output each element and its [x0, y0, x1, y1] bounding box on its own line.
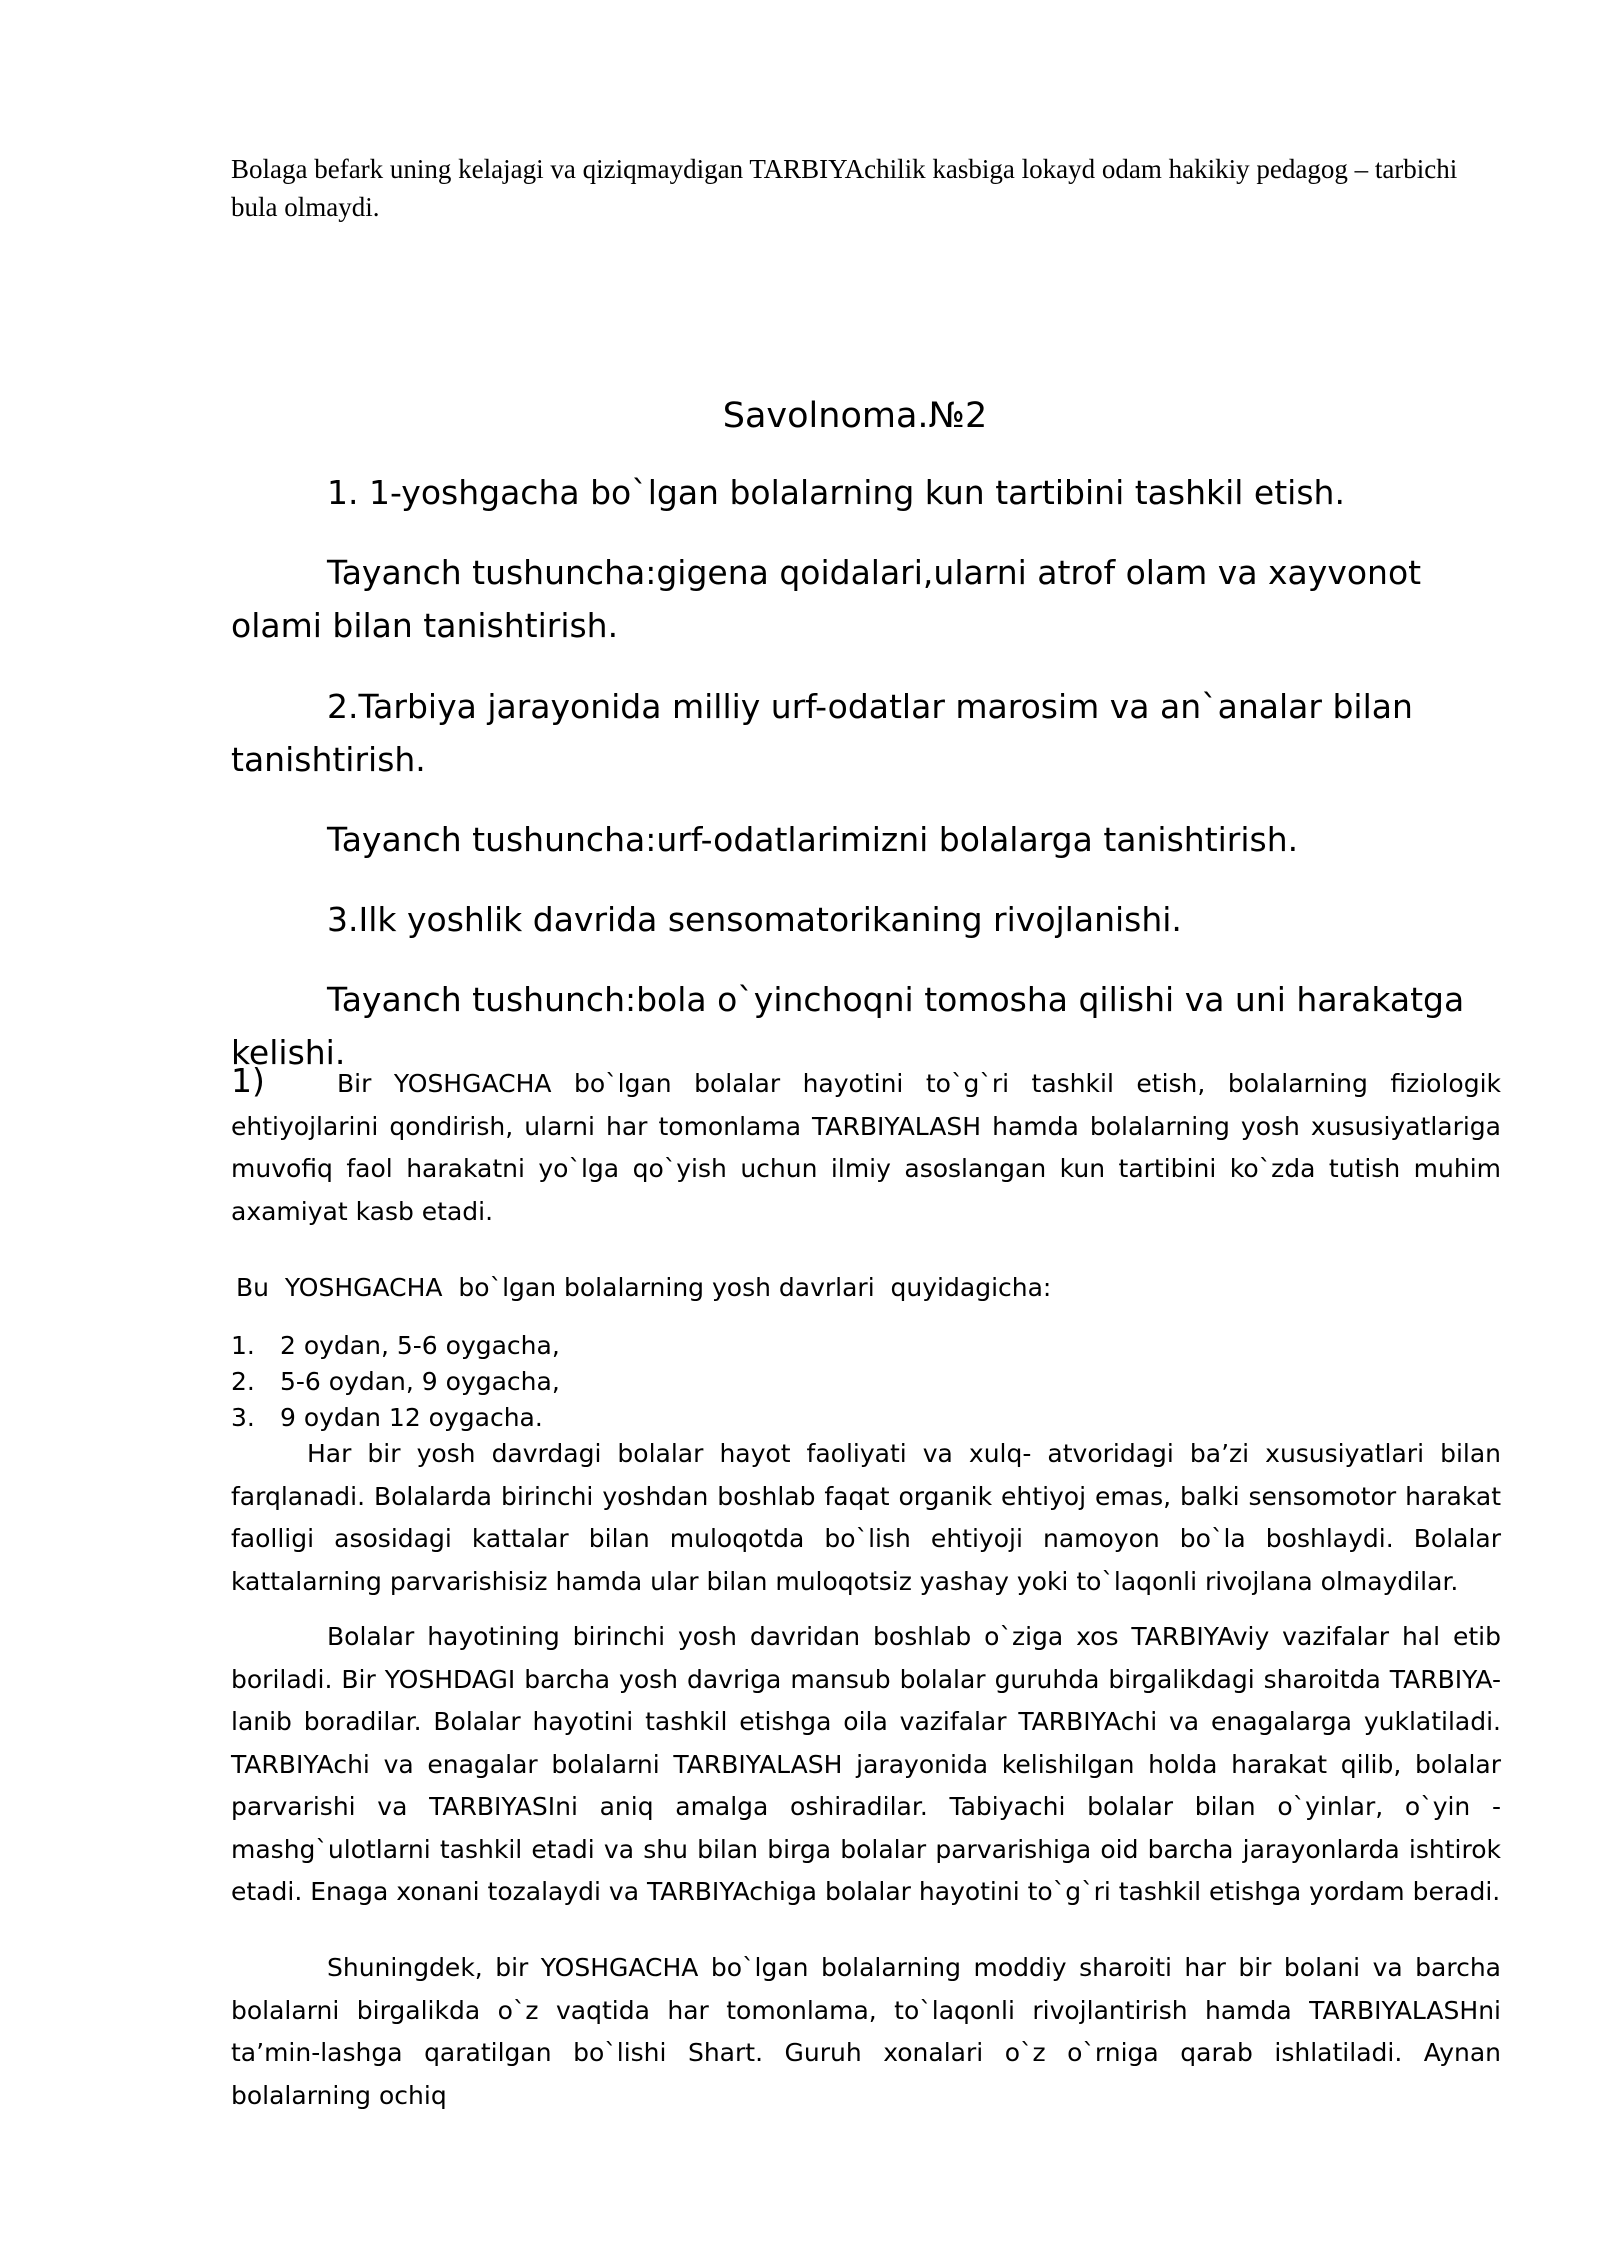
- question-3: 3.Ilk yoshlik davrida sensomatorikaning rivojlanishi.: [327, 900, 1182, 939]
- question-1: 1. 1-yoshgacha bo`lgan bolalarning kun tartibini tashkil etish.: [327, 473, 1345, 512]
- periods-lead: Bu YOSHGACHA bo`lgan bolalarning yosh davrlari quyidagicha:: [236, 1273, 1052, 1302]
- key-concept-1: Tayanch tushuncha:gigena qoidalari,ularni atrof olam va xayvonot olami bilan tanishtirish.: [231, 553, 1422, 645]
- answer-1-paragraph: [231, 1060, 1501, 1233]
- questionnaire-title: Savolnoma.№2: [722, 396, 988, 436]
- list-item: [231, 1328, 560, 1364]
- list-item: [231, 1364, 560, 1400]
- intro-paragraph: Bolaga befark uning kelajagi va qiziqmaydigan TARBIYAchilik kasbiga lokayd odam hakikiy pedagog – tarbichi bula olmaydi.: [231, 154, 1458, 222]
- list-number: 2.: [231, 1367, 255, 1396]
- list-number: 3.: [231, 1403, 255, 1432]
- key-concept-3: Tayanch tushunch:bola o`yinchoqni tomosha qilishi va uni harakatga kelishi.: [231, 980, 1465, 1072]
- answer-number: 1): [231, 1061, 265, 1100]
- answer-1-text: Bir YOSHGACHA bo`lgan bolalar hayotini to`g`ri tashkil etish, bolalarning fiziologik ehtiyojlarini qondirish, ularni har tomonlama TARBIYALASH hamda bolalarning yosh xususiyatlariga muvofiq faol harakatni yo`lga qo`yish uchun ilmiy asoslangan kun tartibini ko`zda tutish muhim axamiyat kasb etadi.: [231, 1069, 1501, 1226]
- body-paragraph-3: Shuningdek, bir YOSHGACHA bo`lgan bolalarning moddiy sharoiti har bir bolani va barcha bolalarni birgalikda o`z vaqtida har tomonlama, to`laqonli rivojlantirish hamda TARBIYALASHni ta’min-lashga qaratilgan bo`lishi Shart. Guruh xonalari o`z o`rniga qarab ishlatiladi. Aynan bolalarning ochiq: [231, 1953, 1501, 2110]
- body-paragraph-1: Har bir yosh davrdagi bolalar hayot faoliyati va xulq- atvoridagi ba’zi xususiyatlari bilan farqlanadi. Bolalarda birinchi yoshdan boshlab faqat organik ehtiyoj emas, balki sensomotor harakat faolligi asosidagi kattalar bilan muloqotda bo`lish ehtiyoji namoyon bo`la boshlaydi. Bolalar kattalarning parvarishisiz hamda ular bilan muloqotsiz yashay yoki to`laqonli rivojlana olmaydilar.: [231, 1439, 1501, 1596]
- key-concept-2: Tayanch tushuncha:urf-odatlarimizni bolalarga tanishtirish.: [327, 820, 1299, 859]
- list-text: 9 oydan 12 oygacha.: [280, 1403, 543, 1432]
- age-periods-list: [231, 1328, 560, 1436]
- question-2: 2.Tarbiya jarayonida milliy urf-odatlar marosim va an`analar bilan tanishtirish.: [231, 687, 1413, 779]
- body-paragraph-2: Bolalar hayotining birinchi yosh davridan boshlab o`ziga xos TARBIYAviy vazifalar hal etib boriladi. Bir YOSHDAGI barcha yosh davriga mansub bolalar guruhda birgalikdagi sharoitda TARBIYA-lanib boradilar. Bolalar hayotini tashkil etishga oila vazifalar TARBIYAchi va enagalarga yuklatiladi. TARBIYAchi va enagalar bolalarni TARBIYALASH jarayonida kelishilgan holda harakat qilib, bolalar parvarishi va TARBIYASIni aniq amalga oshiradilar. Tabiyachi bolalar bilan o`yinlar, o`yin - mashg`ulotlarni tashkil etadi va shu bilan birga bolalar parvarishiga oid barcha jarayonlarda ishtirok etadi. Enaga xonani tozalaydi va TARBIYAchiga bolalar hayotini to`g`ri tashkil etishga yordam beradi.: [231, 1622, 1501, 1906]
- list-item: [231, 1400, 560, 1436]
- list-text: 2 oydan, 5-6 oygacha,: [280, 1331, 560, 1360]
- list-number: 1.: [231, 1331, 255, 1360]
- list-text: 5-6 oydan, 9 oygacha,: [280, 1367, 560, 1396]
